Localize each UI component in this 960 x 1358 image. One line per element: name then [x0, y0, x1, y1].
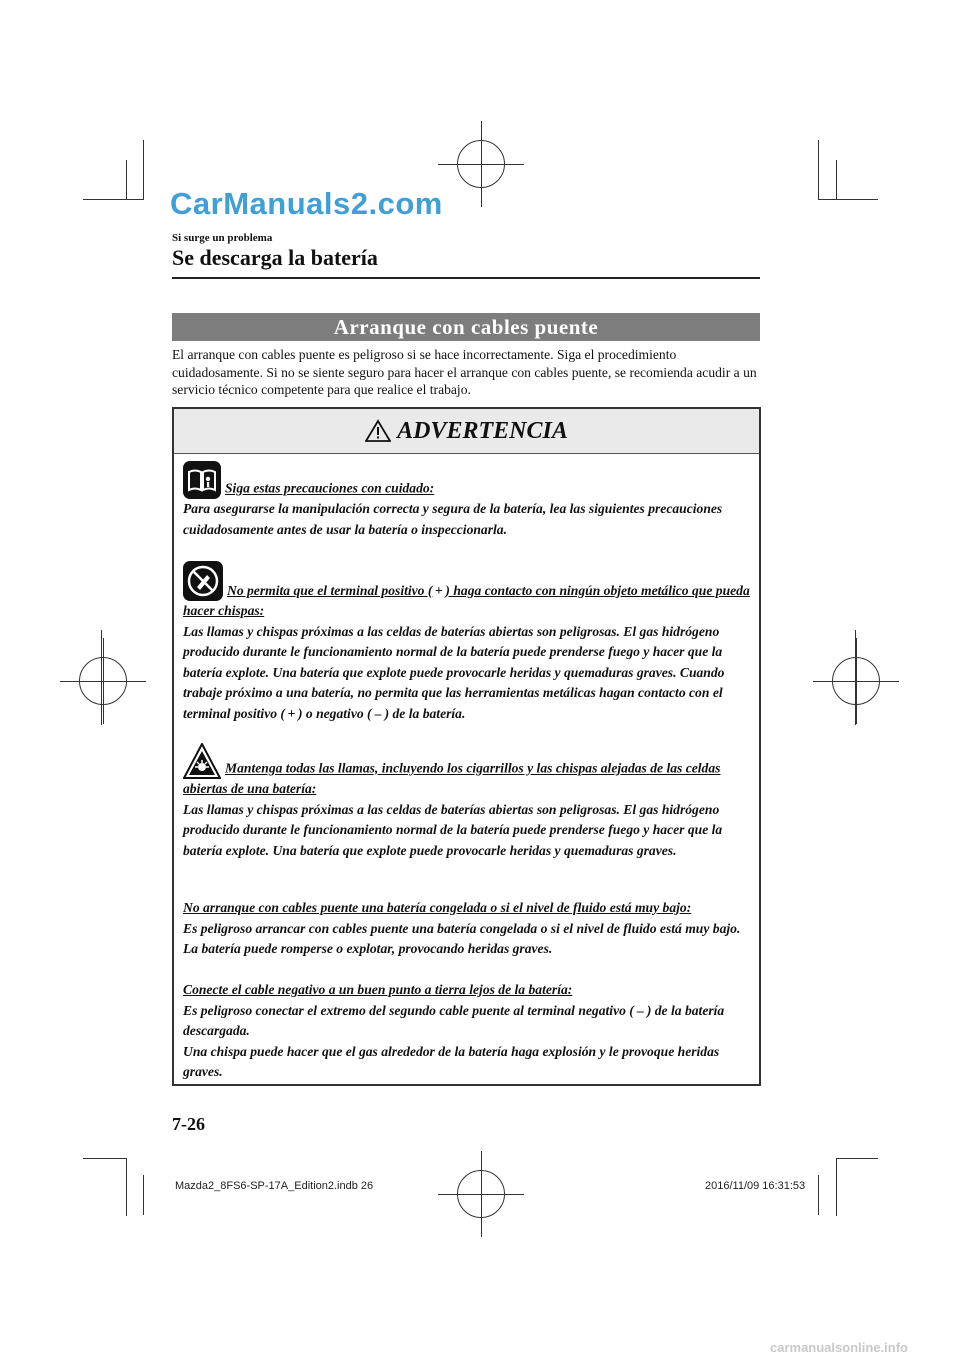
watermark-logo: CarManuals2.com	[170, 186, 443, 221]
footer-file-name: Mazda2_8FS6-SP-17A_Edition2.indb 26	[175, 1180, 374, 1192]
p5-heading: Conecte el cable negativo a un buen punto a tierra lejos de la batería:	[183, 982, 573, 997]
plus-terminal-icon: +	[435, 582, 443, 598]
p1-heading: Siga estas precauciones con cuidado:	[225, 480, 435, 496]
p2-body-part-b: ) o negativo (	[297, 705, 372, 721]
warning-triangle-icon	[365, 419, 391, 443]
minus-terminal-icon: –	[374, 705, 382, 721]
p5-body-part-a: Es peligroso conectar el extremo del segundo cable puente al terminal negativo (	[183, 1002, 634, 1018]
section-title: Se descarga la batería	[172, 245, 378, 270]
no-metal-tools-icon	[183, 561, 223, 601]
p3-body: Las llamas y chispas próximas a las celdas de baterías abiertas son peligrosas. El gas hidrógeno producido durante le funcionamiento normal de la batería puede prenderse fuego y hacer que la batería explote. Una batería que explote puede provocarle heridas y quemaduras graves.	[183, 801, 723, 858]
footer-timestamp: 2016/11/09 16:31:53	[705, 1180, 806, 1192]
p2-heading-part-a: No permita que el terminal positivo (	[227, 582, 433, 598]
warning-paragraph-4	[183, 898, 755, 960]
intro-paragraph: El arranque con cables puente es peligroso si se hace incorrectamente. Siga el procedimiento cuidadosamente. Si no se siente seguro para hacer el arranque con cables puente, se recomienda acudir a un servicio técnico competente para que realice el trabajo.	[172, 347, 757, 397]
warning-title: ADVERTENCIA	[397, 417, 568, 444]
header-divider	[172, 277, 760, 279]
p2-body-part-c: ) de la batería.	[384, 705, 466, 721]
page-number: 7-26	[172, 1114, 205, 1134]
p1-body: Para asegurarse la manipulación correcta y segura de la batería, lea las siguientes precauciones cuidadosamente antes de usar la batería o inspeccionarla.	[183, 501, 723, 537]
warning-paragraph-5	[183, 980, 755, 1083]
topic-banner: Arranque con cables puente	[172, 313, 760, 341]
plus-terminal-icon: +	[287, 705, 296, 721]
warning-header	[174, 409, 759, 454]
p5-body-part-c: Una chispa puede hacer que el gas alrededor de la batería haga explosión y le provoque heridas graves.	[183, 1043, 720, 1079]
section-category: Si surge un problema	[172, 232, 273, 244]
p3-heading: Mantenga todas las llamas, incluyendo los cigarrillos y las chispas alejadas de las celdas abiertas de una batería:	[183, 760, 721, 796]
minus-terminal-icon: –	[636, 1002, 644, 1018]
p5-body-part-b: ) de la batería descargada.	[183, 1002, 725, 1038]
warning-paragraph-3	[183, 743, 755, 861]
warning-box	[172, 407, 761, 1086]
explosion-hazard-icon	[183, 743, 221, 779]
p2-body-part-a: Las llamas y chispas próximas a las celdas de baterías abiertas son peligrosas. El gas hidrógeno producido durante le funcionamiento normal de la batería puede prenderse fuego y hacer que la batería explote. Una batería que explote puede provocarle heridas y quemaduras graves. Cuando trabaje próximo a una batería, no permita que las herramientas metálicas hagan contacto con el terminal positivo (	[183, 623, 725, 721]
warning-paragraph-1	[183, 461, 755, 540]
watermark-footer: carmanualsonline.info	[770, 1340, 908, 1355]
p2-heading-part-b: ) haga contacto con ningún objeto metálico que pueda hacer chispas:	[183, 582, 750, 618]
read-manual-icon	[183, 461, 221, 499]
p4-body: Es peligroso arrancar con cables puente una batería congelada o si el nivel de fluido está muy bajo. La batería puede romperse o explotar, provocando heridas graves.	[183, 920, 741, 956]
p4-heading: No arranque con cables puente una batería congelada o si el nivel de fluido está muy bajo:	[183, 900, 692, 915]
warning-paragraph-2	[183, 561, 755, 724]
